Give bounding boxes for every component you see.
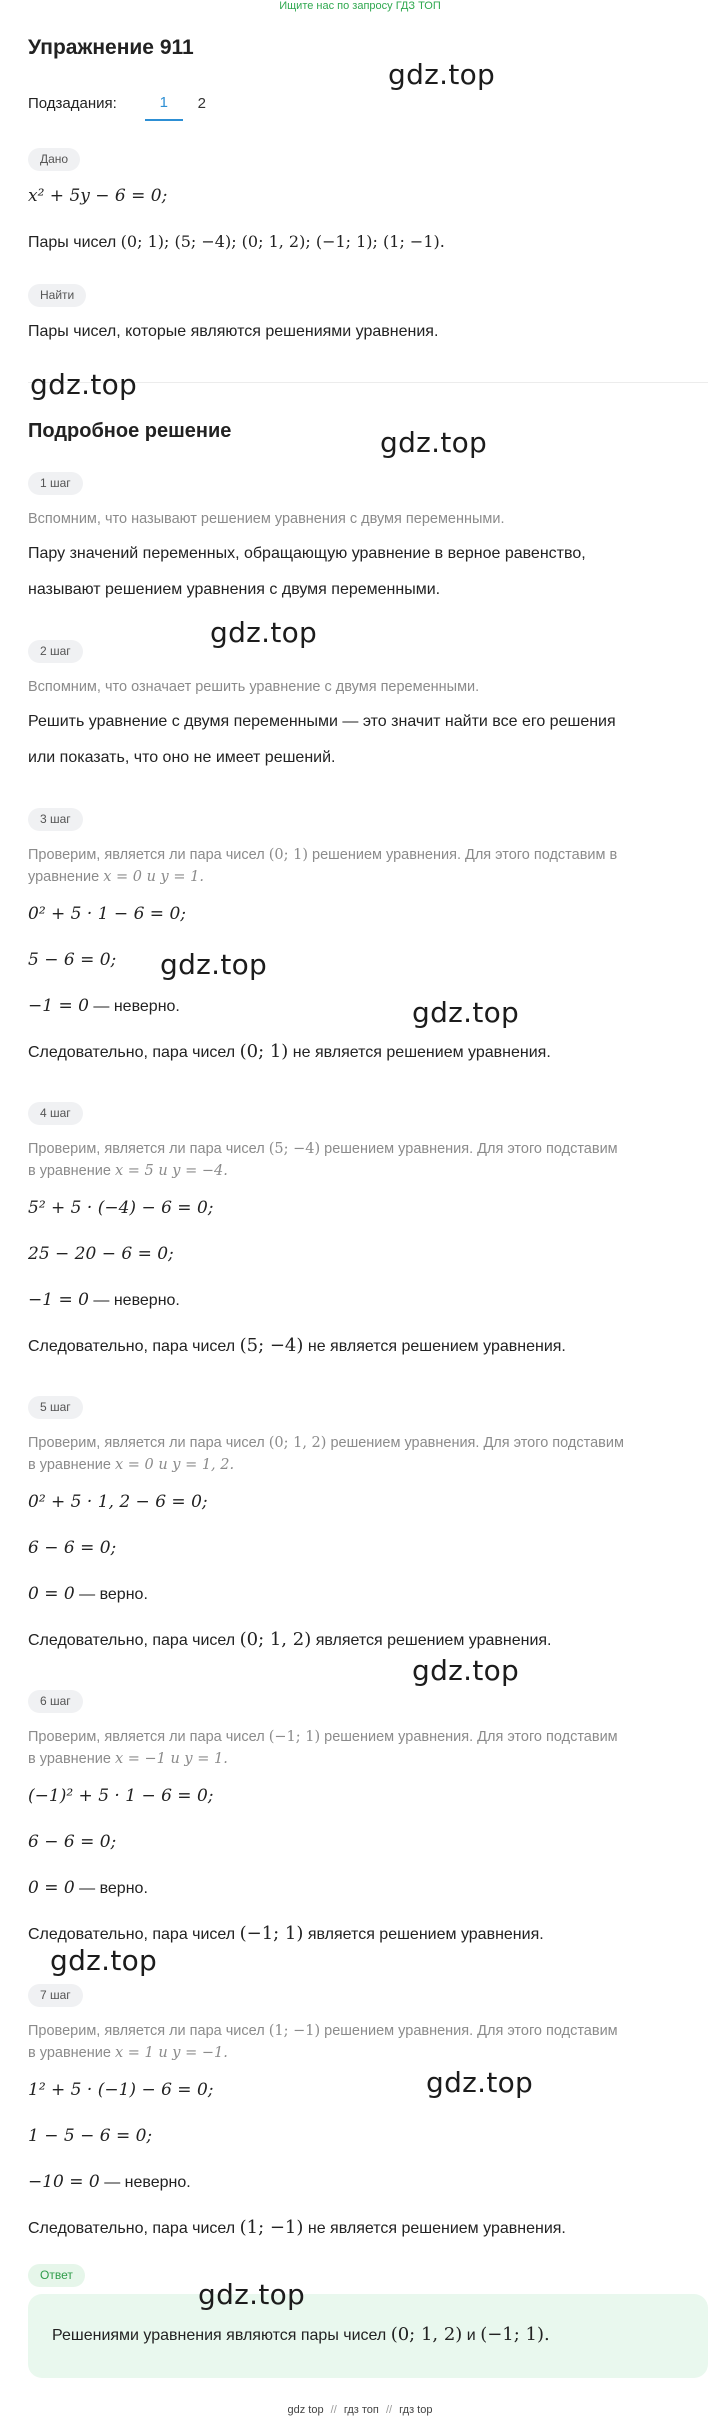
step-2-line-1: Решить уравнение с двумя переменными — это значит найти все его решения <box>28 713 616 730</box>
answer-chip: Ответ <box>28 2264 85 2287</box>
step-7-eq-2: 1 − 5 − 6 = 0; <box>28 2126 153 2146</box>
step-4-chip: 4 шаг <box>28 1102 83 1125</box>
step-1-line-2: называют решением уравнения с двумя переменными. <box>28 581 441 598</box>
step-4-conclusion: Следовательно, пара чисел (5; −4) не является решением уравнения. <box>28 1335 566 1356</box>
footer-links <box>0 2404 720 2416</box>
watermark: gdz.top <box>160 948 268 981</box>
step-6-conclusion: Следовательно, пара чисел (−1; 1) является решением уравнения. <box>28 1923 544 1944</box>
footer-link-2[interactable]: гдз топ <box>343 2404 379 2416</box>
subtasks-bar <box>28 90 221 117</box>
step-7-conclusion: Следовательно, пара чисел (1; −1) не является решением уравнения. <box>28 2217 566 2238</box>
step-4-eq-2: 25 − 20 − 6 = 0; <box>28 1244 174 1264</box>
watermark: gdz.top <box>50 1944 158 1977</box>
given-pairs-values: (0; 1); (5; −4); (0; 1, 2); (−1; 1); (1; −1). <box>120 232 445 251</box>
step-4-eq-1: 5² + 5 · (−4) − 6 = 0; <box>28 1198 214 1218</box>
step-5-eq-2: 6 − 6 = 0; <box>28 1538 117 1558</box>
step-3-eq-3: −1 = 0 — неверно. <box>28 996 180 1016</box>
step-2-hint: Вспомним, что означает решить уравнение с двумя переменными. <box>28 679 480 695</box>
tab-subtask-2[interactable]: 2 <box>197 95 206 112</box>
step-5-hint: Проверим, является ли пара чисел (0; 1, 2) решением уравнения. Для этого подставим в уравнение x = 0 и y = 1, 2. <box>28 1435 624 1473</box>
step-7-eq-3: −10 = 0 — неверно. <box>28 2172 191 2192</box>
solution-title: Подробное решение <box>28 420 232 442</box>
step-5-chip: 5 шаг <box>28 1396 83 1419</box>
watermark: gdz.top <box>388 58 496 91</box>
watermark: gdz.top <box>30 368 138 401</box>
step-6-eq-1: (−1)² + 5 · 1 − 6 = 0; <box>28 1786 214 1806</box>
step-6-eq-2: 6 − 6 = 0; <box>28 1832 117 1852</box>
find-chip: Найти <box>28 284 86 307</box>
answer-box <box>28 2294 708 2378</box>
step-6-eq-3: 0 = 0 — верно. <box>28 1878 148 1898</box>
step-4-hint: Проверим, является ли пара чисел (5; −4) решением уравнения. Для этого подставим в уравнение x = 5 и y = −4. <box>28 1141 618 1179</box>
step-7-hint: Проверим, является ли пара чисел (1; −1) решением уравнения. Для этого подставим в уравнение x = 1 и y = −1. <box>28 2023 618 2061</box>
step-1-hint: Вспомним, что называют решением уравнения с двумя переменными. <box>28 511 505 527</box>
given-pairs-label: Пары чисел <box>28 234 117 251</box>
answer-text: Решениями уравнения являются пары чисел (0; 1, 2) и (−1; 1). <box>52 2324 550 2345</box>
step-4-eq-3: −1 = 0 — неверно. <box>28 1290 180 1310</box>
step-3-eq-2: 5 − 6 = 0; <box>28 950 117 970</box>
watermark: gdz.top <box>412 1654 520 1687</box>
step-2-line-2: или показать, что оно не имеет решений. <box>28 749 336 766</box>
find-text: Пары чисел, которые являются решениями уравнения. <box>28 323 439 340</box>
step-7-eq-1: 1² + 5 · (−1) − 6 = 0; <box>28 2080 214 2100</box>
step-5-conclusion: Следовательно, пара чисел (0; 1, 2) является решением уравнения. <box>28 1629 552 1650</box>
footer-separator: // <box>385 2404 393 2416</box>
step-7-chip: 7 шаг <box>28 1984 83 2007</box>
page-title: Упражнение 911 <box>28 36 194 59</box>
step-3-conclusion: Следовательно, пара чисел (0; 1) не является решением уравнения. <box>28 1041 551 1062</box>
footer-link-1[interactable]: gdz top <box>287 2404 324 2416</box>
subtasks-label: Подзадания: <box>28 95 117 112</box>
step-1-chip: 1 шаг <box>28 472 83 495</box>
footer-separator: // <box>330 2404 337 2416</box>
given-pairs <box>28 230 708 255</box>
given-equation: x² + 5y − 6 = 0; <box>28 186 168 206</box>
step-5-eq-1: 0² + 5 · 1, 2 − 6 = 0; <box>28 1492 208 1512</box>
top-hint-link[interactable]: Ищите нас по запросу ГДЗ ТОП <box>279 0 441 12</box>
step-3-hint: Проверим, является ли пара чисел (0; 1) решением уравнения. Для этого подставим в уравнение x = 0 и y = 1. <box>28 847 618 885</box>
step-6-hint: Проверим, является ли пара чисел (−1; 1) решением уравнения. Для этого подставим в уравнение x = −1 и y = 1. <box>28 1729 618 1767</box>
step-1-line-1: Пару значений переменных, обращающую уравнение в верное равенство, <box>28 545 586 562</box>
step-2-chip: 2 шаг <box>28 640 83 663</box>
watermark: gdz.top <box>198 2278 306 2311</box>
tab-subtask-1[interactable]: 1 <box>145 94 183 121</box>
footer-link-3[interactable]: гдз top <box>399 2404 433 2416</box>
watermark: gdz.top <box>380 426 488 459</box>
step-3-chip: 3 шаг <box>28 808 83 831</box>
step-3-eq-1: 0² + 5 · 1 − 6 = 0; <box>28 904 186 924</box>
step-5-eq-3: 0 = 0 — верно. <box>28 1584 148 1604</box>
given-chip: Дано <box>28 148 80 171</box>
watermark: gdz.top <box>426 2066 534 2099</box>
step-6-chip: 6 шаг <box>28 1690 83 1713</box>
watermark: gdz.top <box>412 996 520 1029</box>
watermark: gdz.top <box>210 616 318 649</box>
